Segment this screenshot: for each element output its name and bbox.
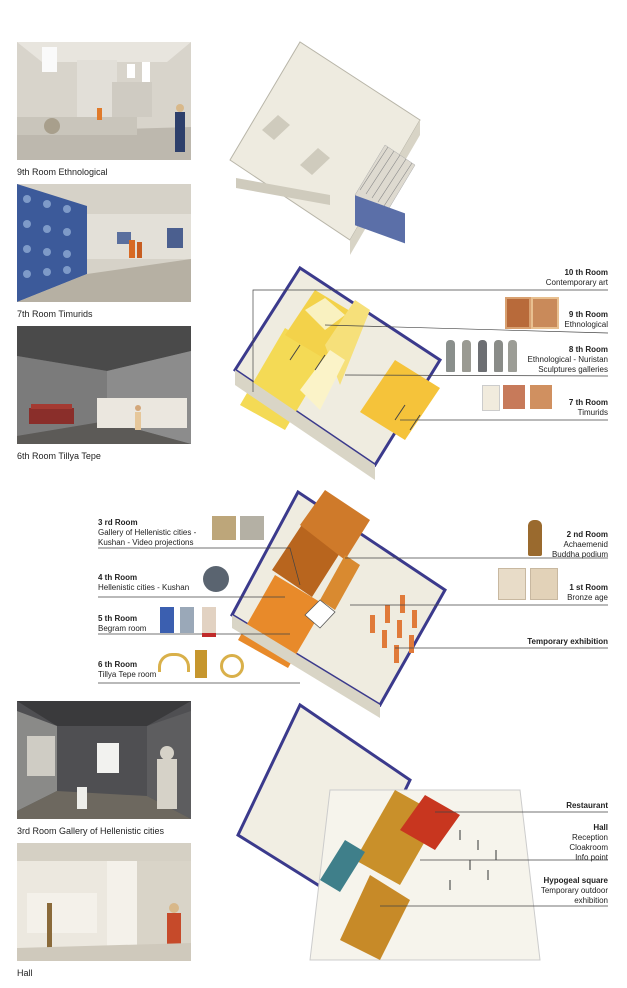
sculpture-thumb [446,340,455,372]
upper-floor-drawing [235,268,440,480]
room-label-9 [564,310,608,330]
photo-caption: 6th Room Tillya Tepe [17,451,101,461]
room-subtitle: Reception [571,833,608,842]
room-subtitle: Begram room [98,624,147,633]
relief-thumb [240,516,264,540]
room-subtitle: Tillya Tepe room [98,670,157,679]
room-title: 4 th Room [98,573,138,582]
room-title: 9 th Room [568,310,608,319]
room-label-5 [98,614,146,634]
room-label-4 [98,573,189,593]
room-title: 6 th Room [98,660,138,669]
room-title: 5 th Room [98,614,138,623]
roof-level-drawing [230,42,420,255]
room-label-10 [546,268,608,288]
room-subtitle: Buddha podium [551,550,608,559]
photo-ethnological-room [17,42,191,160]
room-label-6 [98,660,156,680]
room-title: Temporary exhibition [527,637,608,646]
relief-thumb [212,516,236,540]
artifact-carpet-thumb [531,297,559,329]
sculpture-thumb [494,340,503,372]
photo-tillya-tepe-room [17,326,191,444]
room-title: 2 nd Room [566,530,608,539]
photo-timurids-room [17,184,191,302]
gold-ornament-thumb [195,650,207,678]
room-subtitle: Achaemenid [563,540,608,549]
room-label-7 [569,398,608,418]
coin-thumb [203,566,229,592]
room-subtitle: Sculptures galleries [538,365,608,374]
room-subtitle: Info point [575,853,608,862]
gold-ornament-thumb [220,654,244,678]
photo-caption: 3rd Room Gallery of Hellenistic cities [17,826,165,836]
room-title: 10 th Room [564,268,608,277]
room-subtitle: Temporary outdoor [540,886,608,895]
room-subtitle: Bronze age [567,593,608,602]
room-subtitle: Gallery of Hellenistic cities - [98,528,197,537]
photo-caption: 9th Room Ethnological [17,167,108,177]
glass-thumb [180,607,194,633]
gold-ornament-thumb [158,653,190,672]
map-thumb [530,568,558,600]
room-title: Hall [593,823,608,832]
room-label-hypogeal [541,876,608,906]
photo-caption: Hall [17,968,33,978]
room-title: 3 rd Room [98,518,138,527]
room-subtitle: Ethnological - Nuristan [527,355,608,364]
ground-floor-drawing [238,705,540,960]
sculpture-thumb [508,340,517,372]
room-subtitle: Kushan - Video projections [98,538,194,547]
room-title: 1 st Room [569,583,608,592]
manuscript-thumb [503,385,525,409]
glass-thumb [202,607,216,637]
room-label-1 [567,583,608,603]
sculpture-thumb [478,340,487,372]
room-subtitle: Ethnological [564,320,608,329]
photo-hall [17,843,191,961]
statue-thumb [528,520,542,556]
room-subtitle: Contemporary art [545,278,608,287]
room-subtitle: Hellenistic cities - Kushan [98,583,190,592]
manuscript-thumb [530,385,552,409]
room-label-restaurant [566,801,608,811]
room-title: Hypogeal square [543,876,608,885]
glass-thumb [160,607,174,633]
room-label-2 [552,530,608,560]
room-title: Restaurant [566,801,608,810]
map-thumb [498,568,526,600]
room-subtitle: exhibition [574,896,608,905]
room-subtitle: Cloakroom [569,843,608,852]
room-label-3 [98,518,196,548]
room-subtitle: Timurids [577,408,608,417]
photo-hellenistic-gallery [17,701,191,819]
artifact-carpet-thumb [505,297,531,329]
room-title: 7 th Room [568,398,608,407]
photo-caption: 7th Room Timurids [17,309,93,319]
room-label-temporary [527,637,608,647]
manuscript-thumb [482,385,500,411]
room-title: 8 th Room [568,345,608,354]
sculpture-thumb [462,340,471,372]
room-label-hall [569,823,608,863]
room-label-8 [528,345,608,375]
